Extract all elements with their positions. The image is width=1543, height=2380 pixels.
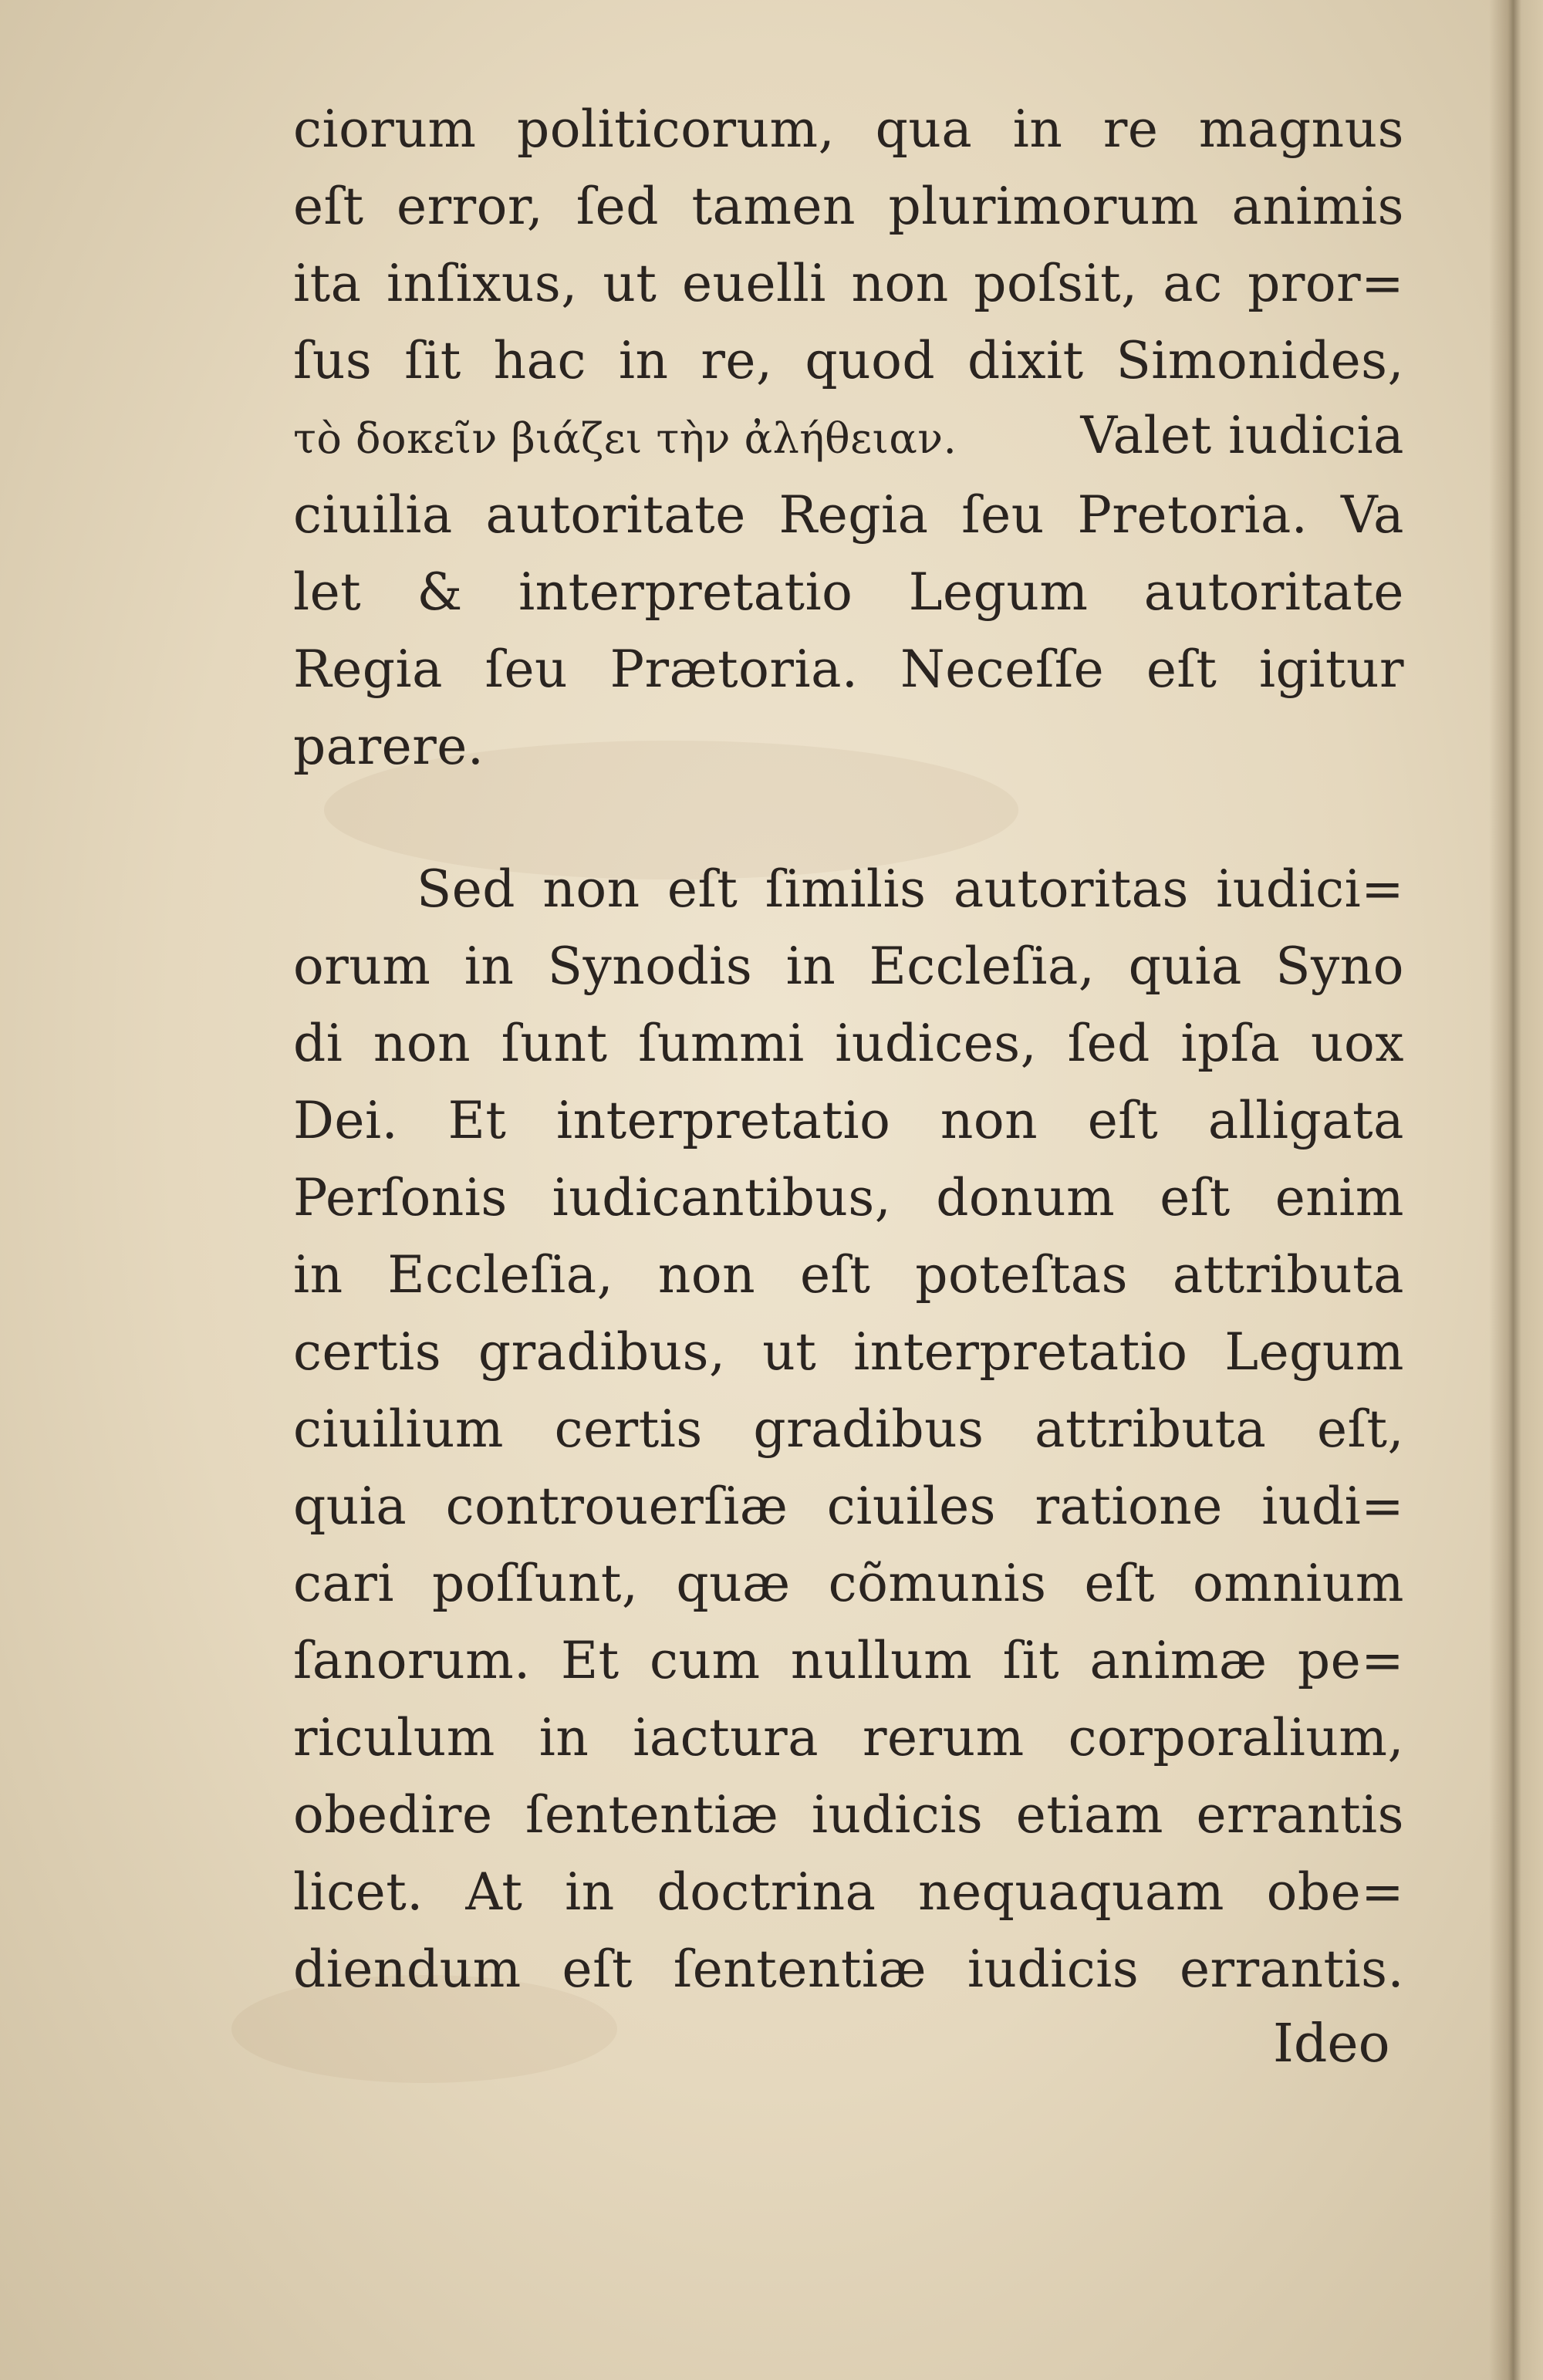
text-line: di non ſunt ſummi iudices, ſed ipſa uox — [293, 1014, 1404, 1073]
text-line: ciuilia autoritate Regia ſeu Pretoria. Va — [293, 485, 1404, 545]
catchword: Ideo — [1273, 2014, 1390, 2074]
text-line — [293, 406, 1404, 465]
text-line: ciuilium certis gradibus attributa eſt, — [293, 1399, 1404, 1459]
text-line: ſanorum. Et cum nullum ſit animæ pe= — [293, 1631, 1404, 1690]
text-line: quia controuerſiæ ciuiles ratione iudi= — [293, 1477, 1404, 1536]
text-line: parere. — [293, 717, 485, 776]
text-line: Sed non eſt ſimilis autoritas iudici= — [417, 859, 1404, 919]
text-line: cari poſſunt, quæ cõmunis eſt omnium — [293, 1554, 1404, 1613]
text-line: Regia ſeu Prætoria. Neceſſe eſt igitur — [293, 640, 1404, 699]
text-line: licet. At in doctrina nequaquam obe= — [293, 1862, 1404, 1922]
text-line: riculum in iactura rerum corporalium, — [293, 1708, 1404, 1767]
text-line: eſt error, ſed tamen plurimorum animis — [293, 177, 1404, 236]
text-line: orum in Synodis in Eccleſia, quia Syno — [293, 937, 1404, 996]
text-fragment: Valet iudicia — [1080, 406, 1404, 465]
greek-quotation: τὸ δοκεῖν βιάζει τὴν ἀλήθειαν. — [293, 414, 957, 463]
text-line: let & interpretatio Legum autoritate — [293, 562, 1404, 622]
text-line: diendum eſt ſententiæ iudicis errantis. — [293, 1939, 1404, 1999]
text-line: certis gradibus, ut interpretatio Legum — [293, 1322, 1404, 1382]
text-line: Dei. Et interpretatio non eſt alligata — [293, 1091, 1404, 1150]
text-line: in Eccleſia, non eſt poteſtas attributa — [293, 1245, 1404, 1305]
text-line: ciorum politicorum, qua in re magnus — [293, 100, 1404, 159]
text-line: obedire ſententiæ iudicis etiam errantis — [293, 1785, 1404, 1845]
text-line: ita inſixus, ut euelli non poſsit, ac pror= — [293, 254, 1404, 313]
text-line: ſus ſit hac in re, quod dixit Simonides, — [293, 331, 1404, 390]
page-gutter — [1489, 0, 1543, 2380]
text-line: Perſonis iudicantibus, donum eſt enim — [293, 1168, 1404, 1227]
